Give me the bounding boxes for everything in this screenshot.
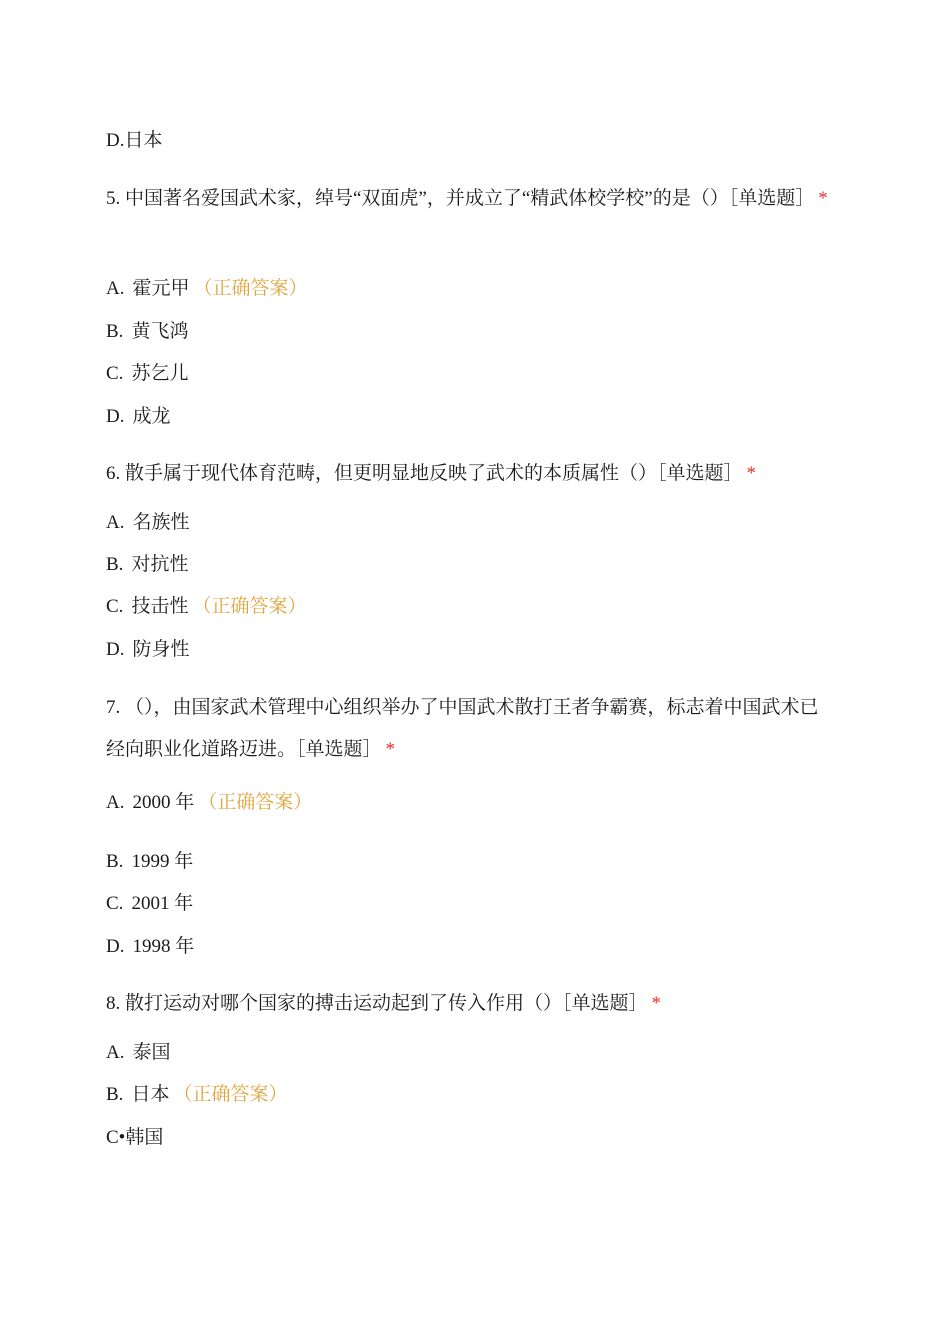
option-text: 2000 年: [132, 792, 195, 813]
q8-option-b: [106, 1083, 287, 1107]
question-stem: （），由国家武术管理中心组织举办了中国武术散打王者争霸赛，标志着中国武术已经向职业化道路迈进。［单选题］: [106, 697, 819, 760]
q7-option-a: [106, 791, 312, 815]
q5-option-d: [106, 405, 171, 429]
required-asterisk: *: [651, 993, 662, 1014]
question-6: [106, 453, 846, 495]
q5-option-a: [106, 277, 308, 301]
option-text: 名族性: [132, 512, 190, 533]
option-text: 黄飞鸿: [131, 321, 189, 342]
option-label: A.: [106, 1042, 125, 1063]
option-d-previous: [106, 129, 162, 153]
option-text: 1998 年: [132, 936, 195, 957]
question-stem: 散打运动对哪个国家的搏击运动起到了传入作用（）［单选题］: [125, 993, 648, 1014]
question-8: [106, 983, 846, 1025]
required-asterisk: *: [385, 739, 396, 760]
question-stem: 散手属于现代体育范畴，但更明显地反映了武术的本质属性（）［单选题］: [125, 463, 743, 484]
question-number: 6.: [106, 463, 121, 484]
question-7: [106, 687, 826, 771]
q6-option-a: [106, 511, 190, 535]
q5-option-b: [106, 320, 188, 344]
correct-answer-tag: （正确答案）: [192, 596, 307, 617]
option-text: 日本: [131, 1084, 170, 1105]
question-number: 7.: [106, 697, 121, 718]
q8-option-a: [106, 1041, 171, 1065]
question-number: 5.: [106, 188, 121, 209]
q8-option-c: [106, 1126, 163, 1150]
required-asterisk: *: [818, 188, 828, 209]
q7-option-d: [106, 935, 194, 959]
q6-option-c: [106, 595, 306, 619]
option-text: 2001 年: [131, 893, 194, 914]
option-label: A.: [106, 792, 125, 813]
option-text: 苏乞儿: [131, 363, 189, 384]
option-label: B.: [106, 554, 124, 575]
option-label: D.: [106, 406, 125, 427]
option-label: C.: [106, 596, 124, 617]
option-text: 泰国: [132, 1042, 171, 1063]
option-label: D.: [106, 936, 125, 957]
q5-option-c: [106, 362, 188, 386]
question-number: 8.: [106, 993, 121, 1014]
option-text: 技击性: [131, 596, 189, 617]
correct-answer-tag: （正确答案）: [193, 278, 308, 299]
option-text: D.日本: [106, 130, 163, 151]
q7-option-c: [106, 892, 193, 916]
option-label: B.: [106, 321, 124, 342]
option-label: A.: [106, 512, 125, 533]
option-text: 防身性: [132, 639, 190, 660]
q6-option-d: [106, 638, 190, 662]
required-asterisk: *: [746, 463, 757, 484]
option-label: A.: [106, 278, 125, 299]
correct-answer-tag: （正确答案）: [173, 1084, 288, 1105]
option-text: 1999 年: [131, 851, 194, 872]
question-5: [106, 178, 846, 220]
option-text: 对抗性: [131, 554, 189, 575]
q7-option-b: [106, 850, 193, 874]
correct-answer-tag: （正确答案）: [198, 792, 313, 813]
option-label: D.: [106, 639, 125, 660]
q6-option-b: [106, 553, 188, 577]
option-text: 成龙: [132, 406, 171, 427]
option-label: B.: [106, 851, 124, 872]
question-stem: 中国著名爱国武术家，绰号“双面虎”，并成立了“精武体校学校”的是（）［单选题］: [125, 188, 815, 209]
option-text: 霍元甲: [132, 278, 190, 299]
option-label: B.: [106, 1084, 124, 1105]
option-label: C.: [106, 363, 124, 384]
option-text: C•韩国: [106, 1127, 164, 1148]
option-label: C.: [106, 893, 124, 914]
